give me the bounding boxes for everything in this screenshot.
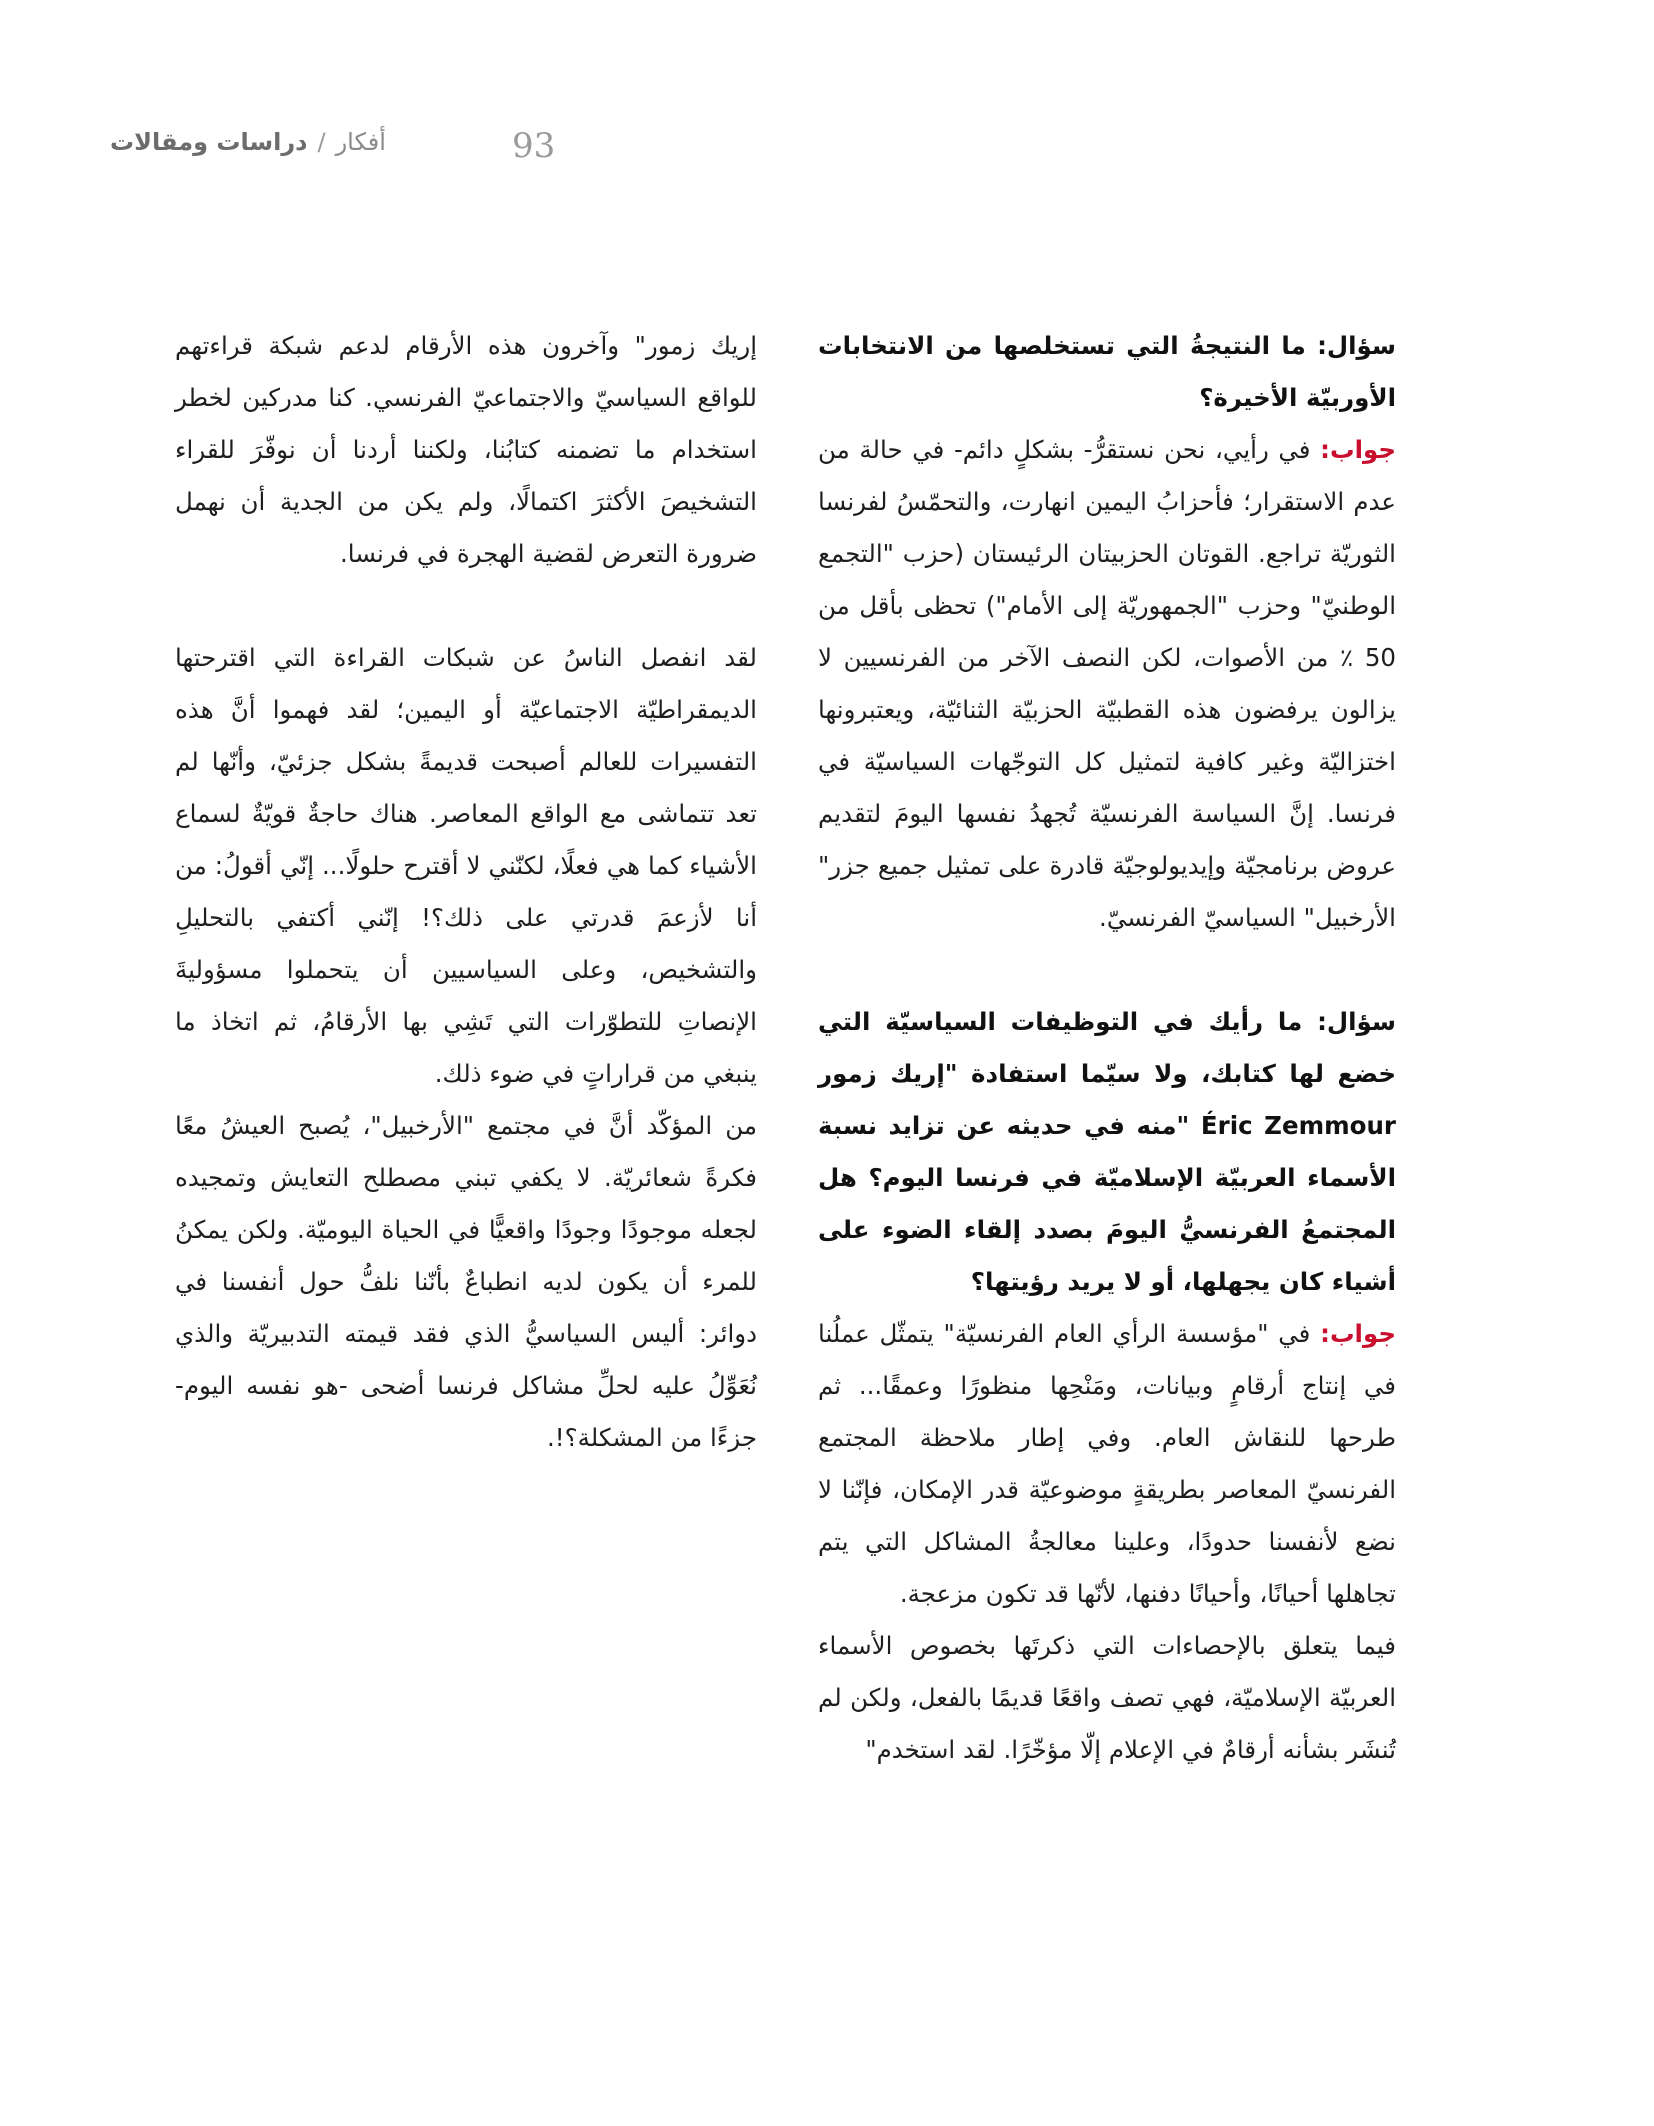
paragraph-gap: [175, 580, 757, 632]
header-section: دراسات ومقالات: [110, 128, 308, 156]
left-paragraph-2: لقد انفصل الناسُ عن شبكات القراءة التي اقترحتها الديمقراطيّة الاجتماعيّة أو اليمين؛ لقد فهموا أنَّ هذه التفسيرات للعالم أصبحت قديمةً بشكل جزئيّ، وأنّها لم تعد تتماشى مع الواقع المعاصر. هناك حاجةٌ قويّةٌ لسماع الأشياء كما هي فعلًا، لكنّني لا أقترح حلولًا... إنّي أقولُ: من أنا لأزعمَ قدرتي على ذلك؟! إنّني أكتفي بالتحليلِ والتشخيص، وعلى السياسيين أن يتحملوا مسؤوليةَ الإنصاتِ للتطوّرات التي تَشِي بها الأرقامُ، ثم اتخاذ ما ينبغي من قراراتٍ في ضوء ذلك.: [175, 643, 757, 1088]
answer-1: [818, 424, 1396, 944]
answer-2-continued: فيما يتعلق بالإحصاءات التي ذكرتَها بخصوص الأسماء العربيّة الإسلاميّة، فهي تصف واقعًا قديمًا بالفعل، ولكن لم تُنشَر بشأنه أرقامٌ في الإعلام إلّا مؤخّرًا. لقد استخدم": [818, 1631, 1396, 1764]
right-column: [818, 320, 1396, 1776]
question-2: سؤال: ما رأيك في التوظيفات السياسيّة التي خضع لها كتابك، ولا سيّما استفادة "إريك زمور Éric Zemmour "منه في حديثه عن تزايد نسبة الأسماء العربيّة الإسلاميّة في فرنسا اليوم؟ هل المجتمعُ الفرنسيُّ اليومَ بصدد إلقاء الضوء على أشياء كان يجهلها، أو لا يريد رؤيتها؟: [818, 1007, 1396, 1296]
page-number: 93: [512, 126, 556, 166]
paragraph-gap: [818, 944, 1396, 996]
answer-label: جواب:: [1320, 1319, 1396, 1348]
left-paragraph-1: إريك زمور" وآخرون هذه الأرقام لدعم شبكة قراءتهم للواقع السياسيّ والاجتماعيّ الفرنسي. كنا مدركين لخطر استخدام ما تضمنه كتابُنا، ولكننا أردنا أن نوفّرَ للقراء التشخيصَ الأكثرَ اكتمالًا، ولم يكن من الجدية أن نهمل ضرورة التعرض لقضية الهجرة في فرنسا.: [175, 331, 757, 568]
header-separator: /: [317, 128, 326, 156]
left-column: [175, 320, 757, 1464]
header-category: أفكار: [335, 128, 386, 156]
answer-1-text: في رأيي، نحن نستقرُّ- بشكلٍ دائم- في حالة من عدم الاستقرار؛ فأحزابُ اليمين انهارت، والتحمّسُ لفرنسا الثوريّة تراجع. القوتان الحزبيتان الرئيستان (حزب "التجمع الوطنيّ" وحزب "الجمهوريّة إلى الأمام") تحظى بأقل من 50 ٪ من الأصوات، لكن النصف الآخر من الفرنسيين لا يزالون يرفضون هذه القطبيّة الحزبيّة الثنائيّة، ويعتبرونها اختزاليّة وغير كافية لتمثيل كل التوجّهات السياسيّة في فرنسا. إنَّ السياسة الفرنسيّة تُجهدُ نفسها اليومَ لتقديم عروض برنامجيّة وإيديولوجيّة قادرة على تمثيل جميع جزر" الأرخبيل" السياسيّ الفرنسيّ.: [818, 435, 1396, 932]
answer-2: [818, 1308, 1396, 1620]
question-1: سؤال: ما النتيجةُ التي تستخلصها من الانتخابات الأوربيّة الأخيرة؟: [818, 331, 1396, 412]
running-header: [110, 128, 386, 156]
left-paragraph-3: من المؤكّد أنَّ في مجتمع "الأرخبيل"، يُصبح العيشُ معًا فكرةً شعائريّة. لا يكفي تبني مصطلح التعايش وتمجيده لجعله موجودًا وجودًا واقعيًّا في الحياة اليوميّة. ولكن يمكنُ للمرء أن يكون لديه انطباعٌ بأنّنا نلفُّ حول أنفسنا في دوائر: أليس السياسيُّ الذي فقد قيمته التدبيريّة والذي نُعَوِّلُ عليه لحلِّ مشاكل فرنسا أضحى -هو نفسه اليوم- جزءًا من المشكلة؟!.: [175, 1111, 757, 1452]
answer-label: جواب:: [1320, 435, 1396, 464]
answer-2-text: في "مؤسسة الرأي العام الفرنسيّة" يتمثّل عملُنا في إنتاج أرقامٍ وبيانات، ومَنْحِها منظورًا وعمقًا... ثم طرحها للنقاش العام. وفي إطار ملاحظة المجتمع الفرنسيّ المعاصر بطريقةٍ موضوعيّة قدر الإمكان، فإنّنا لا نضع لأنفسنا حدودًا، وعلينا معالجةُ المشاكل التي يتم تجاهلها أحيانًا، وأحيانًا دفنها، لأنّها قد تكون مزعجة.: [818, 1319, 1396, 1608]
